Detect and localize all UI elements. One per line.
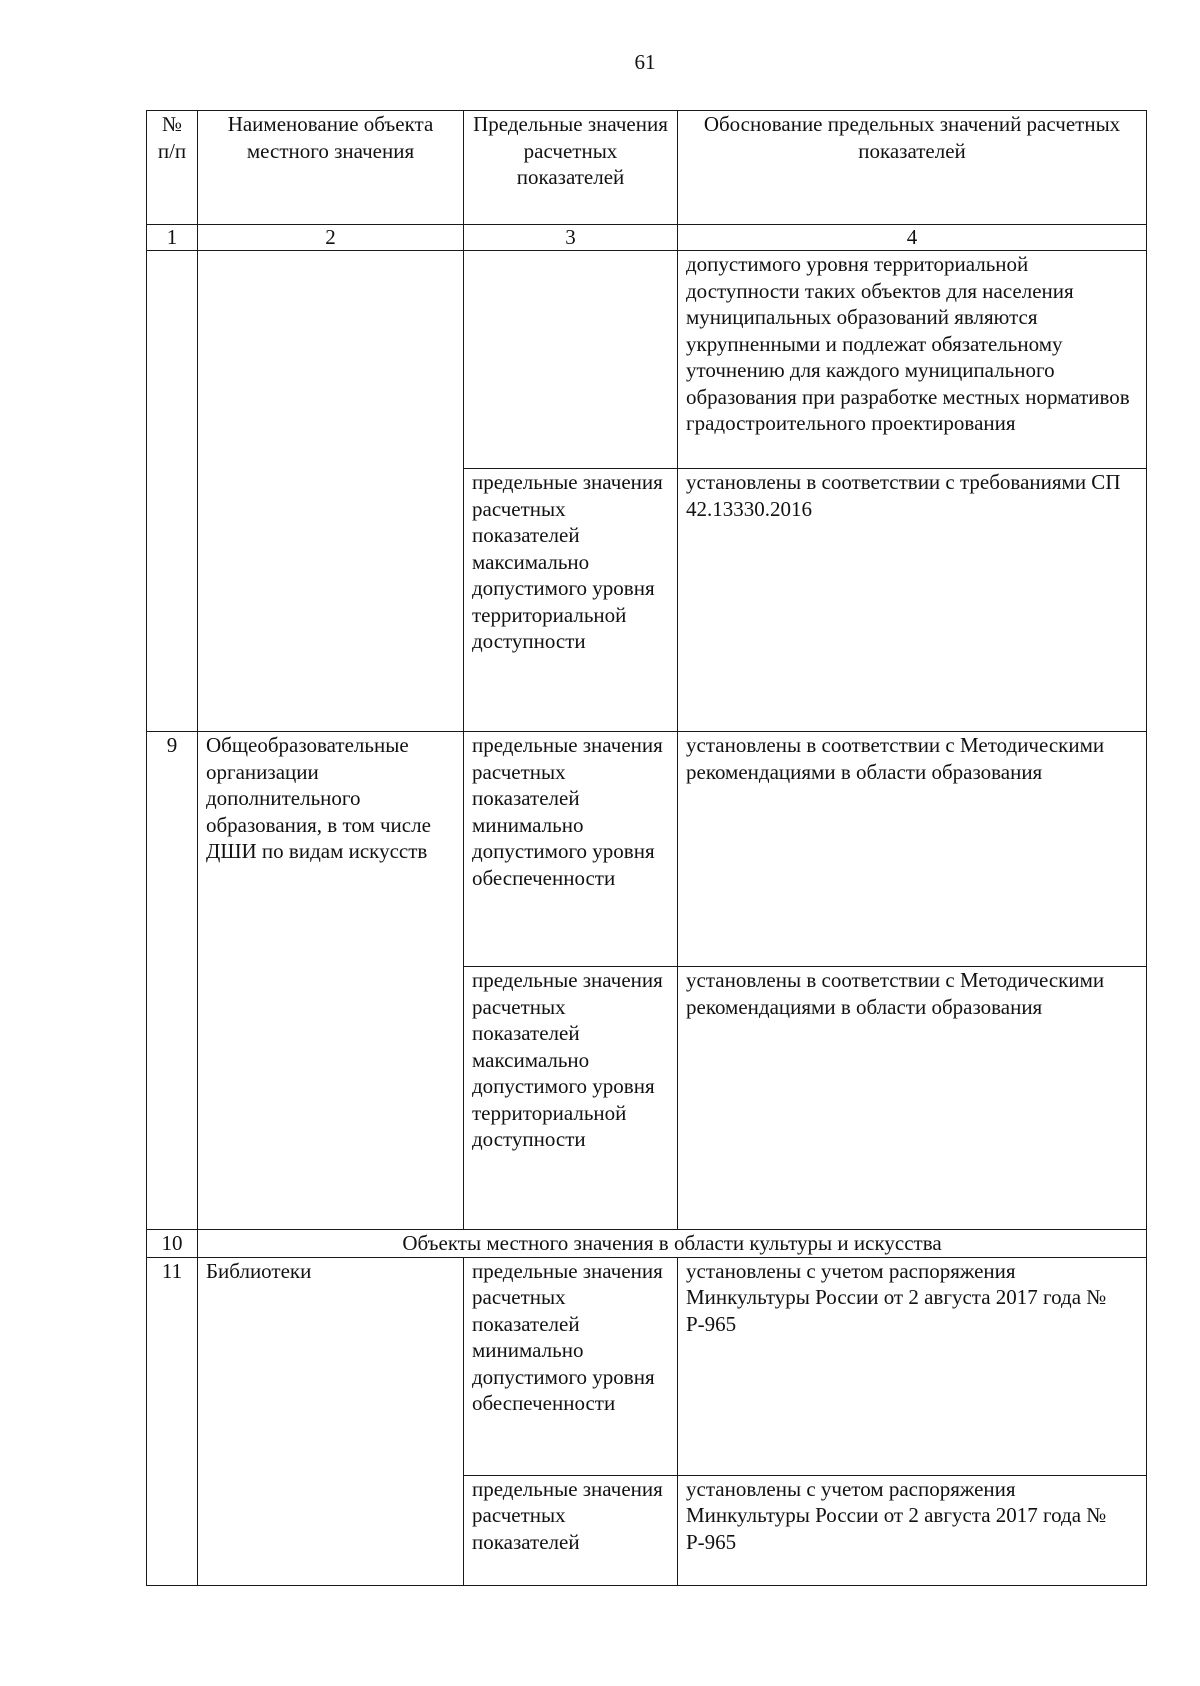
page-number: 61 [634, 50, 656, 74]
row-number: 11 [147, 1257, 198, 1585]
header-object-name: Наименование объекта местного значения [198, 111, 464, 225]
table-row [147, 1257, 1147, 1475]
column-number: 2 [198, 225, 464, 251]
table-header-row [147, 111, 1147, 225]
row-number: 9 [147, 732, 198, 1230]
table-row [147, 732, 1147, 967]
column-number: 3 [464, 225, 678, 251]
object-name: Общеобразовательные организации дополнительного образования, в том числе ДШИ по видам искусств [198, 732, 464, 1230]
row-number-empty [147, 251, 198, 732]
object-name: Библиотеки [198, 1257, 464, 1585]
column-number: 4 [678, 225, 1147, 251]
object-name-empty [198, 251, 464, 732]
justification-cell: установлены в соответствии с Методическими рекомендациями в области образования [678, 732, 1147, 967]
justification-cell: допустимого уровня территориальной доступности таких объектов для населения муниципальных образований являются укрупненными и подлежат обязательному уточнению для каждого муниципального образования при разработке местных нормативов градостроительного проектирования [678, 251, 1147, 469]
indicator-cell: предельные значения расчетных показателей минимально допустимого уровня обеспеченности [464, 732, 678, 967]
indicator-cell: предельные значения расчетных показателей [464, 1475, 678, 1585]
section-row [147, 1230, 1147, 1258]
row-number: 10 [147, 1230, 198, 1258]
header-justification: Обоснование предельных значений расчетных показателей [678, 111, 1147, 225]
indicator-cell: предельные значения расчетных показателей максимально допустимого уровня территориальной доступности [464, 967, 678, 1230]
section-title: Объекты местного значения в области культуры и искусства [198, 1230, 1147, 1258]
table-row [147, 251, 1147, 469]
standards-table [146, 110, 1147, 1586]
header-number: № п/п [147, 111, 198, 225]
column-number-row [147, 225, 1147, 251]
header-limit-values: Предельные значения расчетных показателей [464, 111, 678, 225]
indicator-cell: предельные значения расчетных показателей минимально допустимого уровня обеспеченности [464, 1257, 678, 1475]
justification-cell: установлены с учетом распоряжения Минкультуры России от 2 августа 2017 года № Р-965 [678, 1475, 1147, 1585]
column-number: 1 [147, 225, 198, 251]
indicator-empty [464, 251, 678, 469]
indicator-cell: предельные значения расчетных показателей максимально допустимого уровня территориальной доступности [464, 469, 678, 732]
justification-cell: установлены в соответствии с требованиями СП 42.13330.2016 [678, 469, 1147, 732]
justification-cell: установлены с учетом распоряжения Минкультуры России от 2 августа 2017 года № Р-965 [678, 1257, 1147, 1475]
justification-cell: установлены в соответствии с Методическими рекомендациями в области образования [678, 967, 1147, 1230]
